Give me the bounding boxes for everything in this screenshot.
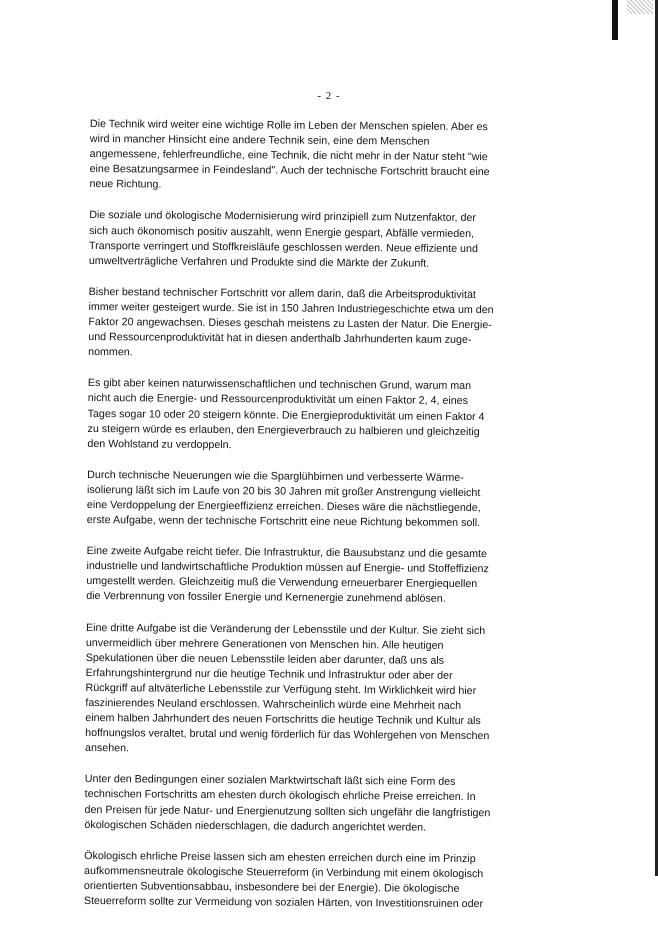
scan-edge-mark xyxy=(612,0,618,40)
paragraph-ressourcenproduktivitaet: Es gibt aber keinen naturwissenschaftlichen und technischen Grund, warum man nicht auch die Energie- und Ressourcenproduktivität um einen Faktor 2, 4, eines Tages sogar 10 oder 20 steigern könnte. Die Energieproduktivität um einen Faktor 4 zu steigern würde es erlauben, den Energieverbrauch zu halbieren und gleichzeitig den Wohlstand zu verdoppeln. xyxy=(87,377,485,451)
paragraph-zweite-aufgabe: Eine zweite Aufgabe reicht tiefer. Die Infrastruktur, die Bausubstanz und die gesamte industrielle und landwirtschaftliche Produktion müssen auf Energie- und Stoffeffizienz umgestellt werden. Gleichzeitig muß die Verwendung erneuerbarer Energiequellen die Verbrennung von fossiler Energie und Kernenergie zunehmend ablösen. xyxy=(86,545,489,606)
paragraph-arbeitsproduktivitaet: Bisher bestand technischer Fortschritt vor allem darin, daß die Arbeitsproduktivität immer weiter gesteigert wurde. Sie ist in 150 Jahren Industriegeschichte etwa um den Faktor 20 angewachsen. Dieses geschah meistens zu Lasten der Natur. Die Energie- und Ressourcenproduktivität hat in diesen anderthalb Jahrhunderten kaum zuge- nommen. xyxy=(88,285,494,359)
paragraph-dritte-aufgabe: Eine dritte Aufgabe ist die Veränderung der Lebensstile und der Kultur. Sie zieht sich unvermeidlich über mehrere Generationen von Menschen hin. Alle heutigen Spekulationen über die neuen Lebensstile leiden aber darunter, daß uns als Erfahrungshintergrund nur die heutige Technik und Infrastruktur oder aber der Rückgriff auf altväterliche Lebensstile zur Verfügung steht. Im Wirklichkeit wird hier faszinierendes Neuland erschlossen. Wahrscheinlich würde eine Mehrheit nach einem halben Jahrhundert des neuen Fortschritts die heutige Technik und Kultur als hoffnungslos veraltet, brutal und wenig förderlich für das Wohlergehen von Menschen ansehen. xyxy=(84,621,490,755)
scan-noise-mark xyxy=(627,0,653,14)
paragraph-steuerreform: Ökologisch ehrliche Preise lassen sich am ehesten erreichen durch eine im Prinzip aufkommensneutrale ökologische Steuerreform (in Verbindung mit einem ökologisch orientierten Subventionsabbau, insbesondere bei der Energie). Die ökologische Steuerreform sollte zur Vermeidung von sozialen Härten, von Investitionsruinen oder xyxy=(83,849,484,911)
paragraph-modernisierung: Die soziale und ökologische Modernisierung wird prinzipiell zum Nutzenfaktor, der sich auch ökonomisch positiv auszahlt, wenn Energie gespart, Abfälle vermieden, Transporte verringert und Stoffkreisläufe geschlossen werden. Neue effiziente und umweltverträgliche Verfahren und Produkte sind die Märkte der Zukunft. xyxy=(88,209,478,270)
page-number: - 2 - xyxy=(317,90,341,102)
paragraph-marktwirtschaft: Unter den Bedingungen einer sozialen Marktwirtschaft läßt sich eine Form des technischen Fortschritts am ehesten durch ökologisch ehrliche Preise erreichen. In den Preisen für jede Natur- und Energienutzung sollten sich ungefähr die langfristigen ökologischen Schäden niederschlagen, die dadurch angerichtet werden. xyxy=(84,773,491,834)
paragraph-erste-aufgabe: Durch technische Neuerungen wie die Sparglühbirnen und verbesserte Wärme- isolierung läßt sich im Laufe von 20 bis 30 Jahren mit großer Anstrengung vielleicht eine Verdoppelung der Energieeffizienz erreichen. Dieses wäre die nächstliegende, erste Aufgabe, wenn der technische Fortschritt eine neue Richtung bekommen soll. xyxy=(86,468,481,530)
paragraph-technik: Die Technik wird weiter eine wichtige Rolle im Leben der Menschen spielen. Aber es wird in mancher Hinsicht eine andere Technik sein, eine dem Menschen angemessene, fehlerfreundliche, eine Technik, die nicht mehr in der Natur steht "wie eine Besatzungsarmee in Feindesland". Auch der technische Fortschritt braucht eine neue Richtung. xyxy=(89,117,490,191)
body-text xyxy=(84,117,530,929)
